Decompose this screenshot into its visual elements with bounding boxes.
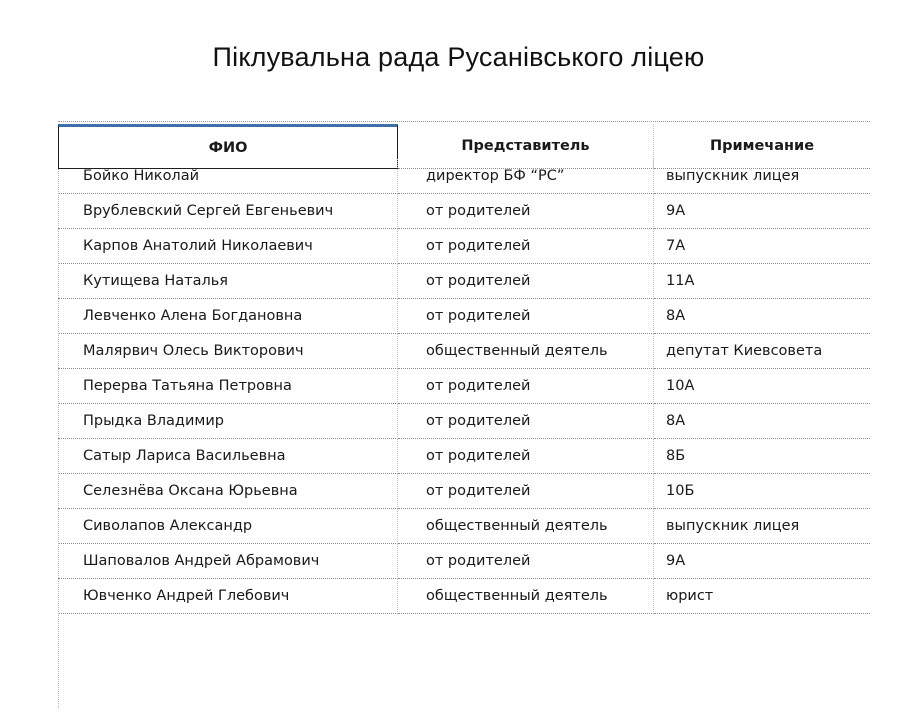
cell-note[interactable]: депутат Киевсовета bbox=[654, 334, 870, 369]
cell-representative[interactable]: от родителей bbox=[398, 404, 654, 439]
board-members-table bbox=[58, 121, 870, 708]
header-note[interactable]: Примечание bbox=[654, 124, 870, 169]
cell-name[interactable]: Левченко Алена Богдановна bbox=[58, 299, 398, 334]
cell-note[interactable]: юрист bbox=[654, 579, 870, 614]
cell-representative[interactable]: общественный деятель bbox=[398, 334, 654, 369]
cell-name[interactable]: Карпов Анатолий Николаевич bbox=[58, 229, 398, 264]
cell-note[interactable]: 10Б bbox=[654, 474, 870, 509]
cell-name[interactable]: Кутищева Наталья bbox=[58, 264, 398, 299]
cell-name[interactable]: Малярвич Олесь Викторович bbox=[58, 334, 398, 369]
cell-representative[interactable]: от родителей bbox=[398, 194, 654, 229]
cell-representative[interactable]: от родителей bbox=[398, 544, 654, 579]
cell-representative[interactable]: от родителей bbox=[398, 264, 654, 299]
cell-note[interactable]: 9А bbox=[654, 544, 870, 579]
cell-name[interactable]: Врублевский Сергей Евгеньевич bbox=[58, 194, 398, 229]
cell-name[interactable]: Перерва Татьяна Петровна bbox=[58, 369, 398, 404]
cell-note[interactable]: выпускник лицея bbox=[654, 159, 870, 194]
cell-name[interactable]: Шаповалов Андрей Абрамович bbox=[58, 544, 398, 579]
cell-note[interactable]: 7А bbox=[654, 229, 870, 264]
cell-representative[interactable]: от родителей bbox=[398, 229, 654, 264]
cell-name[interactable]: Прыдка Владимир bbox=[58, 404, 398, 439]
cell-name[interactable]: Ювченко Андрей Глебович bbox=[58, 579, 398, 614]
page-title: Піклувальна рада Русанівського ліцею bbox=[212, 42, 705, 72]
cell-representative[interactable]: общественный деятель bbox=[398, 579, 654, 614]
header-name[interactable]: ФИО bbox=[58, 124, 398, 169]
cell-representative[interactable]: от родителей bbox=[398, 299, 654, 334]
cell-note[interactable]: выпускник лицея bbox=[654, 509, 870, 544]
cell-note[interactable]: 8Б bbox=[654, 439, 870, 474]
cell-note[interactable]: 9А bbox=[654, 194, 870, 229]
cell-representative[interactable]: от родителей bbox=[398, 439, 654, 474]
cell-representative[interactable]: от родителей bbox=[398, 474, 654, 509]
cell-name[interactable]: Селезнёва Оксана Юрьевна bbox=[58, 474, 398, 509]
cell-note[interactable]: 11А bbox=[654, 264, 870, 299]
cell-note[interactable]: 8А bbox=[654, 404, 870, 439]
header-representative[interactable]: Представитель bbox=[398, 124, 654, 169]
table-top-rule bbox=[58, 121, 870, 122]
cell-representative[interactable]: общественный деятель bbox=[398, 509, 654, 544]
cell-note[interactable]: 10А bbox=[654, 369, 870, 404]
table-grid bbox=[58, 124, 870, 614]
cell-representative[interactable]: директор БФ “РС” bbox=[398, 159, 654, 194]
cell-note[interactable]: 8А bbox=[654, 299, 870, 334]
cell-representative[interactable]: от родителей bbox=[398, 369, 654, 404]
cell-name[interactable]: Сатыр Лариса Васильевна bbox=[58, 439, 398, 474]
cell-name[interactable]: Сиволапов Александр bbox=[58, 509, 398, 544]
cell-name[interactable]: Бойко Николай bbox=[58, 159, 398, 194]
table-left-border bbox=[58, 169, 59, 708]
